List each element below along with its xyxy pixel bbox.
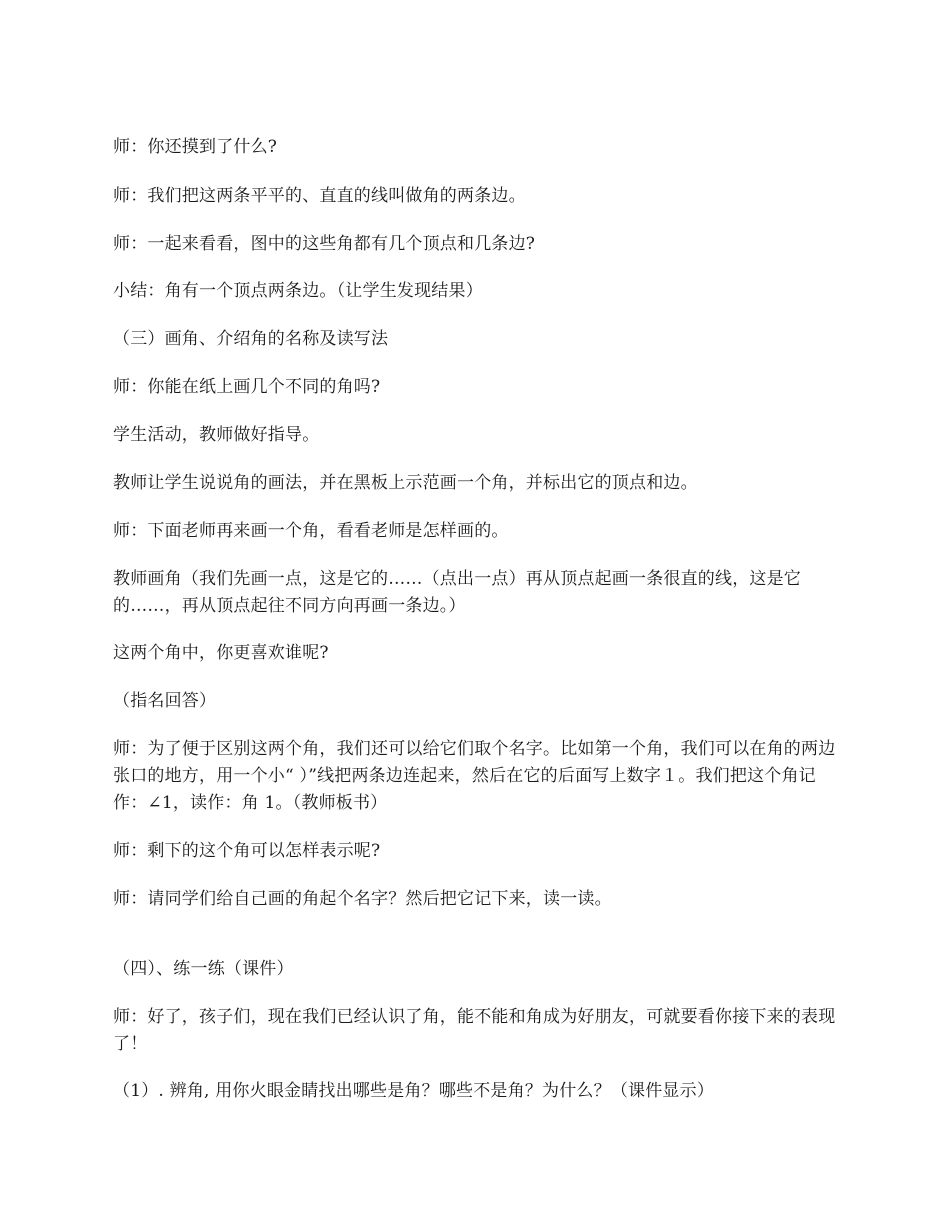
paragraph-14: 师：剩下的这个角可以怎样表示呢? — [113, 841, 381, 861]
paragraph-13: 师：为了便于区别这两个角，我们还可以给它们取个名字。比如第一个角，我们可以在角的两边张口的地方，用一个小“ ）”线把两条边连起来，然后在它的后面写上数字１。我们把这个角记作：∠1，读作：角 1。（教师板书） — [113, 739, 836, 813]
paragraph-4: 小结：角有一个顶点两条边。（让学生发现结果） — [113, 281, 483, 301]
paragraph-1: 师：你还摸到了什么? — [113, 137, 278, 157]
paragraph-6: 师：你能在纸上画几个不同的角吗? — [113, 377, 381, 397]
paragraph-7: 学生活动，教师做好指导。 — [113, 425, 320, 445]
paragraph-3: 师：一起来看看，图中的这些角都有几个顶点和几条边? — [113, 234, 536, 254]
paragraph-18: （1）. 辨角, 用你火眼金睛找出哪些是角？哪些不是角？为什么？（课件显示） — [113, 1081, 715, 1101]
paragraph-11: 这两个角中，你更喜欢谁呢? — [113, 643, 329, 663]
paragraph-12: （指名回答） — [113, 691, 217, 711]
paragraph-15: 师：请同学们给自己画的角起个名字？然后把它记下来，读一读。 — [113, 889, 612, 909]
paragraph-8: 教师让学生说说角的画法，并在黑板上示范画一个角，并标出它的顶点和边。 — [113, 473, 698, 493]
section-heading-3: （三）画角、介绍角的名称及读写法 — [113, 329, 389, 349]
paragraph-10: 教师画角（我们先画一点，这是它的……（点出一点）再从顶点起画一条很直的线，这是它的……，再从顶点起往不同方向再画一条边。） — [113, 569, 801, 616]
section-heading-4: （四）、练一练（课件） — [113, 959, 294, 979]
paragraph-17: 师：好了，孩子们，现在我们已经认识了角，能不能和角成为好朋友，可就要看你接下来的表现了！ — [113, 1007, 836, 1054]
paragraph-9: 师：下面老师再来画一个角，看看老师是怎样画的。 — [113, 521, 509, 541]
paragraph-2: 师：我们把这两条平平的、直直的线叫做角的两条边。 — [113, 186, 526, 206]
